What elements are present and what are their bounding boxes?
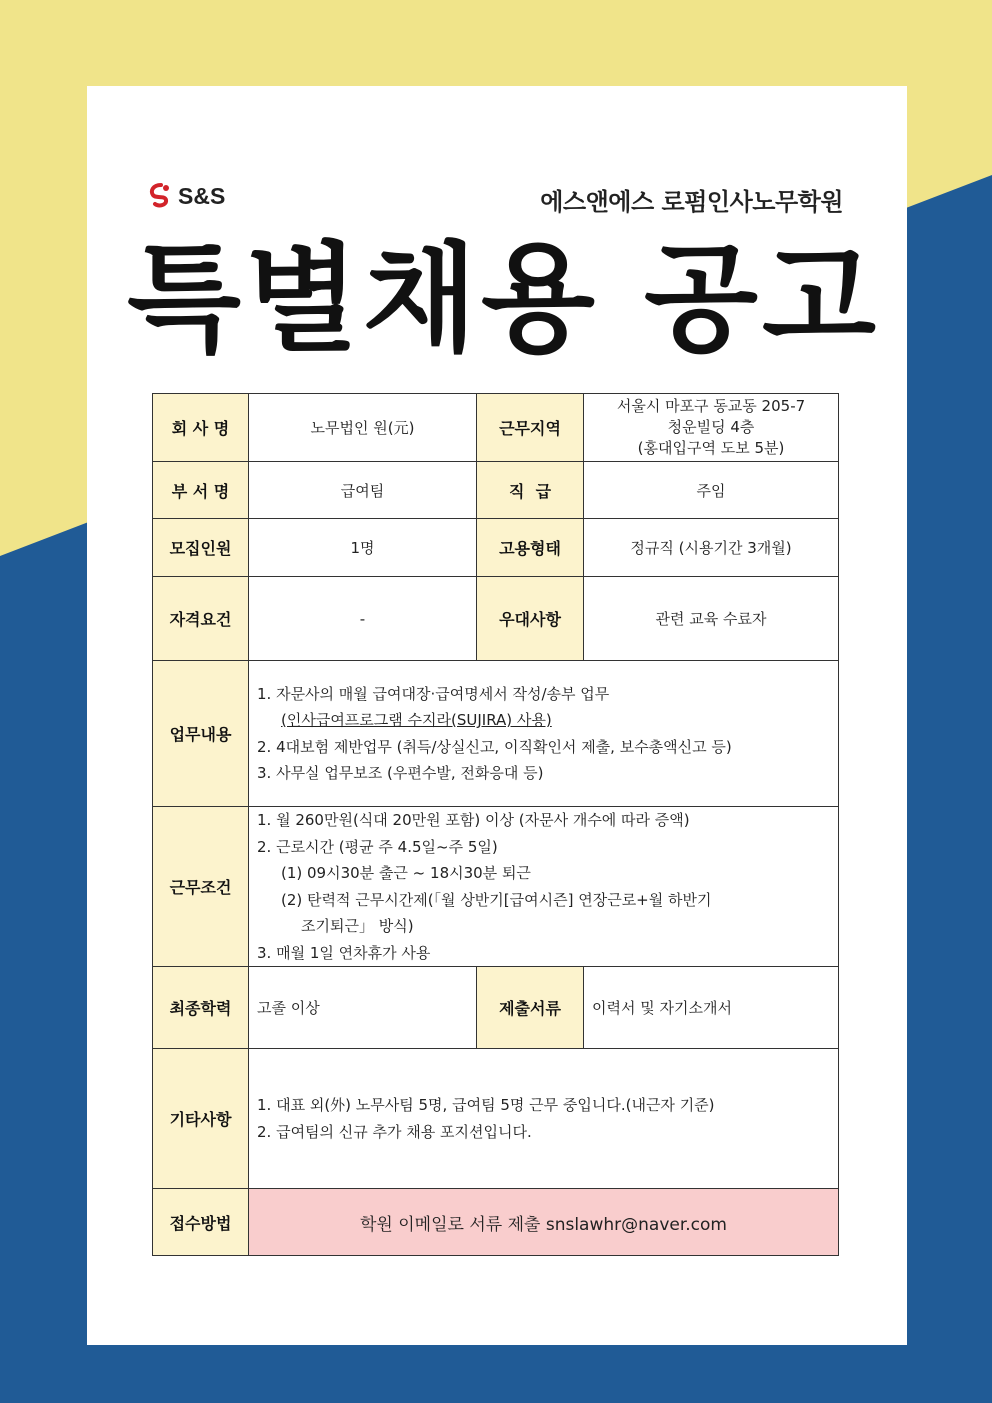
poster-card: [87, 86, 907, 1345]
table-row: [153, 1049, 839, 1189]
employ-label: 고용형태: [477, 519, 584, 577]
table-row: [153, 462, 839, 519]
table-row: [153, 577, 839, 661]
table-row: [153, 394, 839, 462]
education-value: 고졸 이상: [249, 967, 477, 1049]
location-line-3: (홍대입구역 도보 5분): [637, 439, 785, 457]
documents-value: 이력서 및 자기소개서: [584, 967, 839, 1049]
duty-item-2: 2. 4대보험 제반업무 (취득/상실신고, 이직확인서 제출, 보수총액신고 등): [257, 737, 732, 756]
duty-label: 업무내용: [153, 661, 249, 807]
apply-method-value: 학원 이메일로 서류 제출 snslawhr@naver.com: [249, 1189, 839, 1256]
logo-swirl-icon: [147, 182, 173, 210]
duty-list: [249, 661, 839, 807]
page-title: 특별채용 공고: [127, 230, 881, 368]
job-info-table: [152, 393, 839, 1256]
location-label: 근무지역: [477, 394, 584, 462]
condition-item-2-2: (2) 탄력적 근무시간제(「월 상반기[급여시즌] 연장근로+월 하반기: [281, 890, 712, 909]
etc-item-1: 1. 대표 외(外) 노무사팀 5명, 급여팀 5명 근무 중입니다.(내근자 기준): [257, 1096, 715, 1114]
company-logo: [147, 179, 225, 213]
dept-label: 부 서 명: [153, 462, 249, 519]
preference-value: 관련 교육 수료자: [584, 577, 839, 661]
duty-item-1: 1. 자문사의 매월 급여대장·급여명세서 작성/송부 업무: [257, 684, 610, 703]
recruit-label: 모집인원: [153, 519, 249, 577]
table-row: [153, 967, 839, 1049]
dept-value: 급여팀: [249, 462, 477, 519]
logo-text: S&S: [178, 182, 226, 209]
etc-label: 기타사항: [153, 1049, 249, 1189]
employ-value: 정규직 (시용기간 3개월): [584, 519, 839, 577]
documents-label: 제출서류: [477, 967, 584, 1049]
table-row: [153, 661, 839, 807]
academy-name: 에스앤에스 로펌인사노무학원: [540, 188, 843, 216]
etc-item-2: 2. 급여팀의 신규 추가 채용 포지션입니다.: [257, 1122, 532, 1141]
duty-item-3: 3. 사무실 업무보조 (우편수발, 전화응대 등): [257, 764, 544, 782]
table-row: [153, 1189, 839, 1256]
qualification-value: -: [249, 577, 477, 661]
location-value: [584, 394, 839, 462]
location-line-2: 청운빌딩 4층: [667, 418, 755, 436]
table-row: [153, 807, 839, 967]
table-row: [153, 519, 839, 577]
education-label: 최종학력: [153, 967, 249, 1049]
preference-label: 우대사항: [477, 577, 584, 661]
rank-label: 직 급: [477, 462, 584, 519]
condition-item-3: 3. 매월 1일 연차휴가 사용: [257, 943, 431, 962]
duty-item-1-note: (인사급여프로그램 수지라(SUJIRA) 사용): [281, 711, 552, 729]
recruit-value: 1명: [249, 519, 477, 577]
conditions-list: [249, 807, 839, 967]
condition-item-1: 1. 월 260만원(식대 20만원 포함) 이상 (자문사 개수에 따라 증액): [257, 811, 690, 829]
rank-value: 주임: [584, 462, 839, 519]
conditions-label: 근무조건: [153, 807, 249, 967]
condition-item-2-2-cont: 조기퇴근」 방식): [301, 917, 414, 935]
etc-list: [249, 1049, 839, 1189]
location-line-1: 서울시 마포구 동교동 205-7: [616, 397, 806, 415]
apply-label: 접수방법: [153, 1189, 249, 1256]
company-value: 노무법인 원(元): [249, 394, 477, 462]
qualification-label: 자격요건: [153, 577, 249, 661]
condition-item-2-1: (1) 09시30분 출근 ~ 18시30분 퇴근: [281, 864, 531, 882]
condition-item-2: 2. 근로시간 (평균 주 4.5일~주 5일): [257, 837, 498, 856]
company-label: 회 사 명: [153, 394, 249, 462]
